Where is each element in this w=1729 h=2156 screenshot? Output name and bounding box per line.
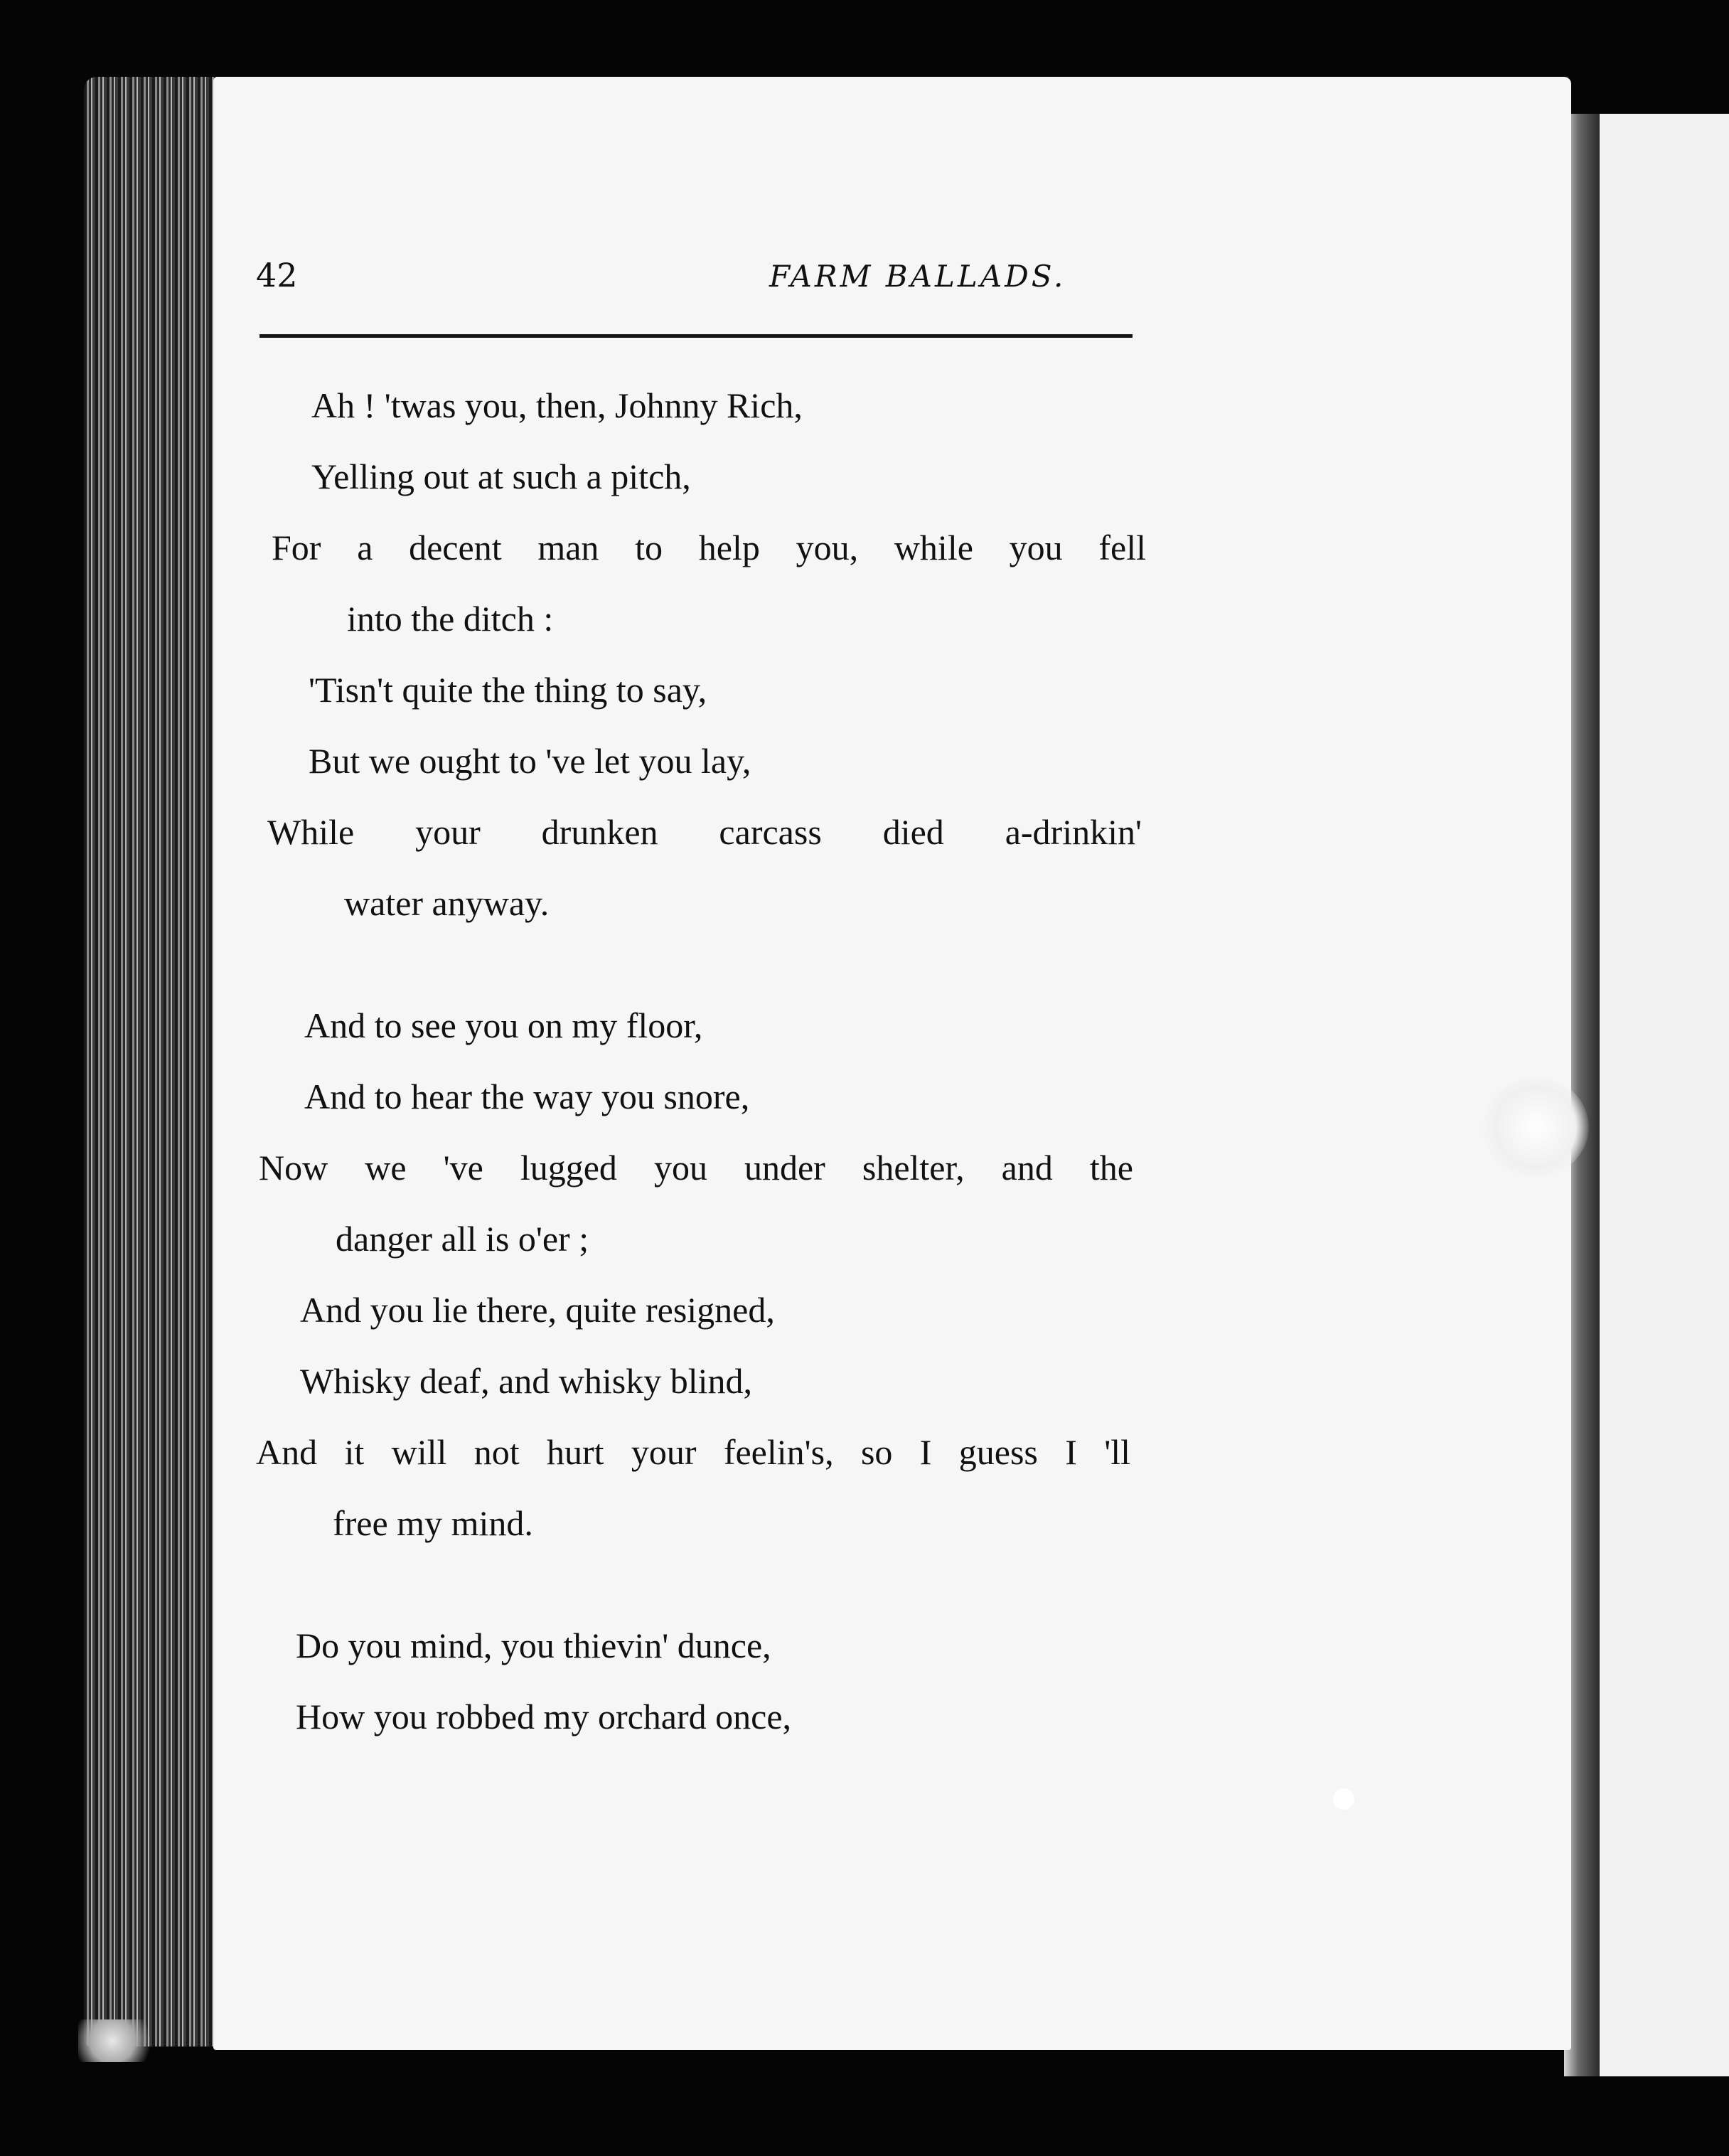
poem-line: For a decent man to help you, while you fell (272, 528, 1146, 567)
page-edges (84, 77, 219, 2046)
header-rule (259, 334, 1133, 338)
poem-line: into the ditch : (347, 599, 554, 639)
poem-line: And it will not hurt your feelin's, so I guess I 'll (256, 1432, 1130, 1472)
poem-line: Ah ! 'twas you, then, Johnny Rich, (311, 385, 803, 425)
stanza-2 (256, 990, 1365, 1559)
poem-line: Do you mind, you thievin' dunce, (296, 1626, 771, 1665)
page-number: 42 (256, 256, 298, 294)
poem-line: But we ought to 've let you lay, (309, 741, 751, 781)
poem-line: And to hear the way you snore, (304, 1077, 750, 1116)
poem-line: Now we 've lugged you under shelter, and the (259, 1148, 1133, 1188)
stanza-1 (256, 370, 1365, 939)
poem-text (256, 370, 1365, 1803)
torn-corner (78, 2019, 164, 2062)
book-title: FARM BALLADS. (769, 259, 1066, 294)
poem-line: While your drunken carcass died a-drinkin' (267, 812, 1142, 852)
poem-line: Whisky deaf, and whisky blind, (300, 1361, 753, 1401)
running-head (256, 256, 1372, 306)
paper-speck (1333, 1788, 1354, 1810)
poem-line: danger all is o'er ; (336, 1219, 589, 1259)
paper-smudge (1482, 1077, 1589, 1177)
poem-line: And to see you on my floor, (304, 1005, 703, 1045)
stanza-3 (256, 1610, 1365, 1752)
facing-page-edge (1600, 114, 1729, 2076)
poem-line: How you robbed my orchard once, (296, 1697, 792, 1736)
poem-line: And you lie there, quite resigned, (300, 1290, 775, 1330)
poem-line: 'Tisn't quite the thing to say, (309, 670, 707, 710)
poem-line: water anyway. (344, 883, 550, 923)
poem-line: free my mind. (333, 1503, 533, 1543)
poem-line: Yelling out at such a pitch, (311, 457, 691, 496)
